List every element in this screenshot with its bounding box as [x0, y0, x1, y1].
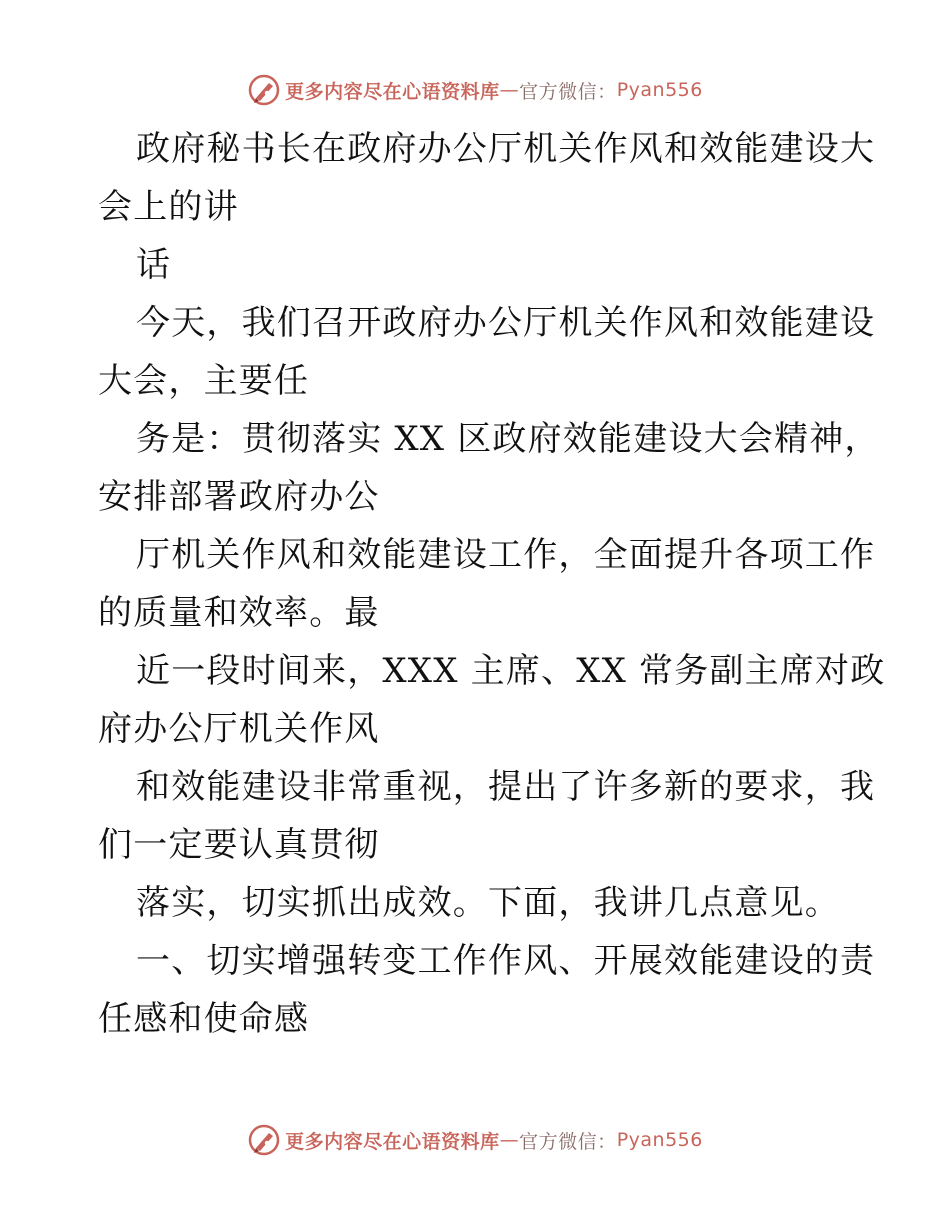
pen-circle-logo-icon — [247, 73, 281, 107]
watermark-dash: — — [499, 79, 520, 101]
section-heading-line: 一、切实增强转变工作作风、开展效能建设的责 — [136, 941, 876, 981]
watermark-label: 官方微信： — [519, 1130, 617, 1153]
text-line: 话 — [136, 245, 172, 285]
watermark-wechat-id: Pyan556 — [616, 1129, 703, 1151]
watermark-dash: — — [499, 1129, 520, 1151]
watermark-wechat-id: Pyan556 — [616, 79, 703, 101]
text-line: 大会，主要任 — [98, 361, 310, 401]
header-watermark — [0, 70, 950, 110]
text-line: 们一定要认真贯彻 — [98, 825, 380, 865]
text-line: 厅机关作风和效能建设工作，全面提升各项工作 — [136, 535, 876, 575]
text-line: 和效能建设非常重视，提出了许多新的要求，我 — [136, 767, 876, 807]
watermark-site: 更多内容尽在心语资料库 — [285, 80, 500, 103]
text-line: 会上的讲 — [98, 187, 239, 227]
text-line: 落实，切实抓出成效。下面，我讲几点意见。 — [136, 883, 840, 923]
watermark-site: 更多内容尽在心语资料库 — [285, 1130, 500, 1153]
text-line: 政府秘书长在政府办公厅机关作风和效能建设大 — [136, 129, 876, 169]
text-line: 府办公厅机关作风 — [98, 709, 380, 749]
text-line: 近一段时间来，XXX 主席、XX 常务副主席对政 — [136, 651, 886, 691]
text-line: 务是：贯彻落实 XX 区政府效能建设大会精神， — [136, 419, 880, 459]
text-line: 今天，我们召开政府办公厅机关作风和效能建设 — [136, 303, 876, 343]
watermark-label: 官方微信： — [519, 80, 617, 103]
section-heading-line: 任感和使命感 — [98, 999, 310, 1039]
pen-circle-logo-icon — [247, 1123, 281, 1157]
text-line: 的质量和效率。最 — [98, 593, 380, 633]
text-line: 安排部署政府办公 — [98, 477, 380, 517]
footer-watermark — [0, 1120, 950, 1160]
document-body — [98, 120, 886, 1048]
